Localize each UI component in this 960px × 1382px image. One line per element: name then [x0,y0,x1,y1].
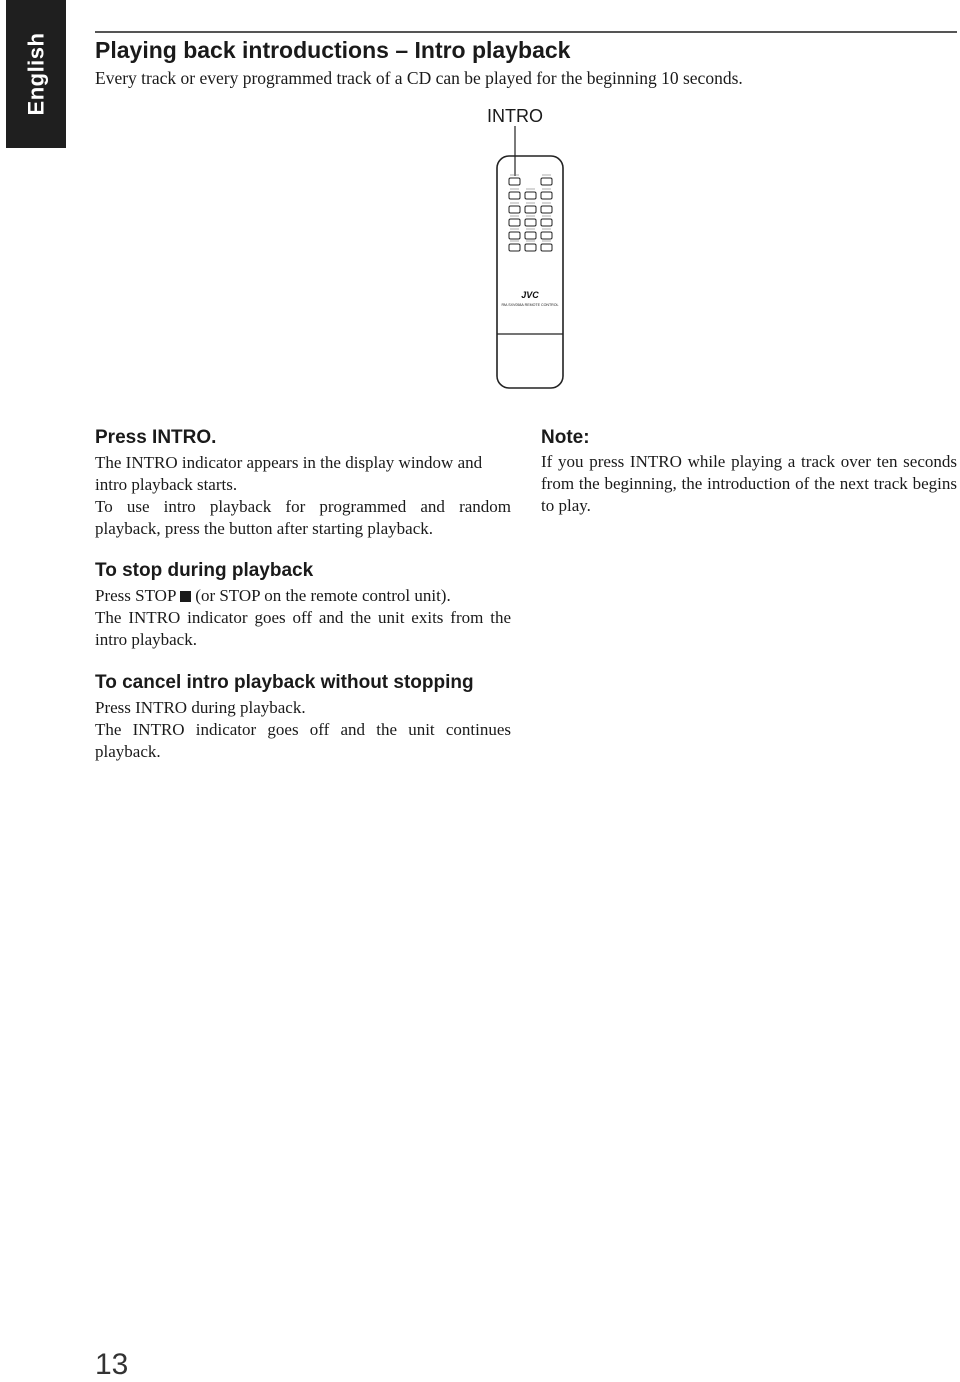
press-intro-text-2: To use intro playback for programmed and random playback, press the button after starting playback. [95,497,511,538]
note-heading: Note: [541,427,590,448]
cancel-text-2: The INTRO indicator goes off and the unit continues playback. [95,720,511,761]
cancel-text-1: Press INTRO during playback. [95,698,306,717]
language-label: English [23,32,49,116]
page-subtitle: Every track or every programmed track of a CD can be played for the beginning 10 seconds. [95,68,743,88]
remote-control-illustration [488,126,568,392]
stop-text-2: The INTRO indicator goes off and the unit exits from the intro playback. [95,608,511,649]
remote-body [497,156,563,388]
stop-text-1-start: Press STOP [95,586,176,605]
remote-model-label: RM-SXV058A REMOTE CONTROL [501,303,559,307]
page-number: 13 [95,1348,129,1381]
stop-text-1 [95,585,511,607]
header-rule [95,31,957,33]
cancel-heading: To cancel intro playback without stopping [95,672,474,693]
stop-square-icon [180,591,191,602]
remote-brand-logo: JVC [521,290,539,300]
intro-callout-label: INTRO [487,106,543,126]
press-intro-heading: Press INTRO. [95,427,217,448]
language-tab [6,0,66,148]
stop-text-1-end: (or STOP on the remote control unit). [195,586,451,605]
page-title: Playing back introductions – Intro playback [95,37,571,63]
note-text: If you press INTRO while playing a track over ten seconds from the beginning, the introduction of the next track begins to play. [541,452,957,515]
stop-heading: To stop during playback [95,560,314,581]
press-intro-text-1: The INTRO indicator appears in the display window and intro playback starts. [95,453,483,494]
